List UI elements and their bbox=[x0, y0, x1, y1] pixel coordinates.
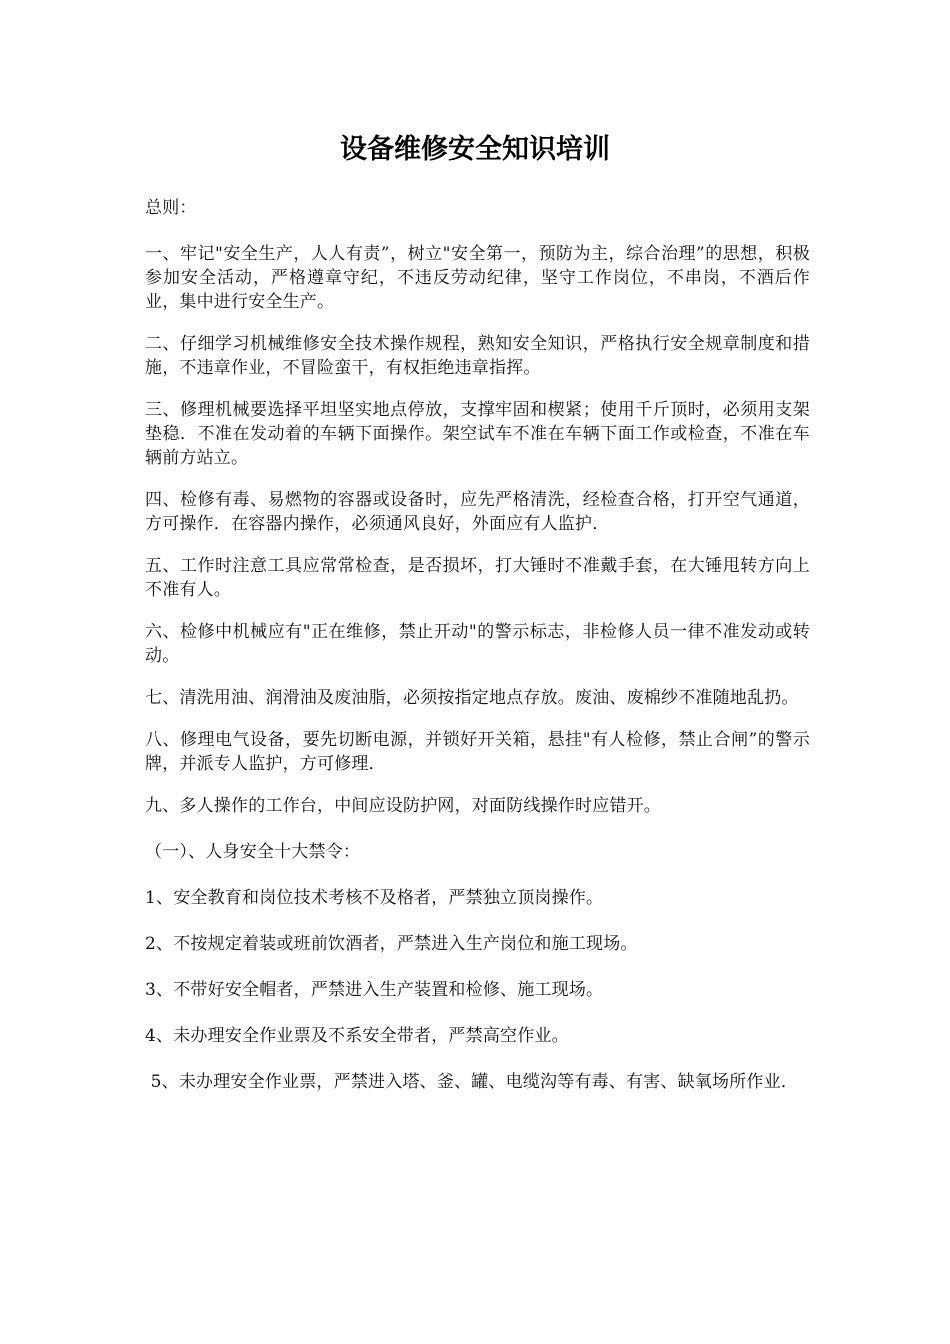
paragraph-rule-5: 五、工作时注意工具应常常检查，是否损坏，打大锤时不准戴手套，在大锤甩转方向上不准有人。 bbox=[145, 556, 810, 600]
document-title: 设备维修安全知识培训 bbox=[340, 134, 610, 165]
paragraph-rule-3: 三、修理机械要选择平坦坚实地点停放，支撑牢固和楔紧；使用千斤顶时，必须用支架垫稳．不准在发动着的车辆下面操作。架空试车不准在车辆下面工作或检查，不准在车辆前方站立。 bbox=[145, 400, 810, 468]
paragraph-rule-6: 六、检修中机械应有"正在维修，禁止开动"的警示标志，非检修人员一律不准发动或转动。 bbox=[145, 622, 810, 666]
prohibition-3: 3、不带好安全帽者，严禁进入生产装置和检修、施工现场。 bbox=[145, 980, 604, 1000]
prohibition-2: 2、不按规定着装或班前饮酒者，严禁进入生产岗位和施工现场。 bbox=[145, 934, 638, 954]
prohibition-4: 4、未办理安全作业票及不系安全带者，严禁高空作业。 bbox=[145, 1026, 569, 1046]
paragraph-rule-7: 七、清洗用油、润滑油及废油脂，必须按指定地点存放。废油、废棉纱不准随地乱扔。 bbox=[145, 688, 799, 708]
paragraph-rule-4: 四、检修有毒、易燃物的容器或设备时，应先严格清洗，经检查合格，打开空气通道，方可操作．在容器内操作，必须通风良好，外面应有人监护． bbox=[145, 490, 810, 534]
section-heading-personal-safety: （一）、人身安全十大禁令： bbox=[145, 842, 361, 862]
document-body bbox=[145, 196, 810, 1112]
paragraph-rule-2: 二、仔细学习机械维修安全技术操作规程，熟知安全知识，严格执行安全规章制度和措施，不违章作业，不冒险蛮干，有权拒绝违章指挥。 bbox=[145, 334, 810, 378]
paragraph-rule-9: 九、多人操作的工作台，中间应设防护网，对面防线操作时应错开。 bbox=[145, 796, 661, 816]
paragraph-rule-1: 一、牢记"安全生产，人人有责”，树立"安全第一，预防为主，综合治理”的思想，积极参加安全活动，严格遵章守纪，不违反劳动纪律，坚守工作岗位，不串岗，不酒后作业，集中进行安全生产。 bbox=[145, 244, 810, 312]
paragraph-rule-8: 八、修理电气设备，要先切断电源，并锁好开关箱，悬挂"有人检修，禁止合闸”的警示牌，并派专人监护，方可修理． bbox=[145, 730, 810, 774]
paragraph-general: 总则： bbox=[145, 198, 197, 218]
prohibition-1: 1、安全教育和岗位技术考核不及格者，严禁独立顶岗操作。 bbox=[145, 888, 604, 908]
prohibition-5: 5、未办理安全作业票，严禁进入塔、釜、罐、电缆沟等有毒、有害、缺氧场所作业． bbox=[145, 1072, 799, 1092]
